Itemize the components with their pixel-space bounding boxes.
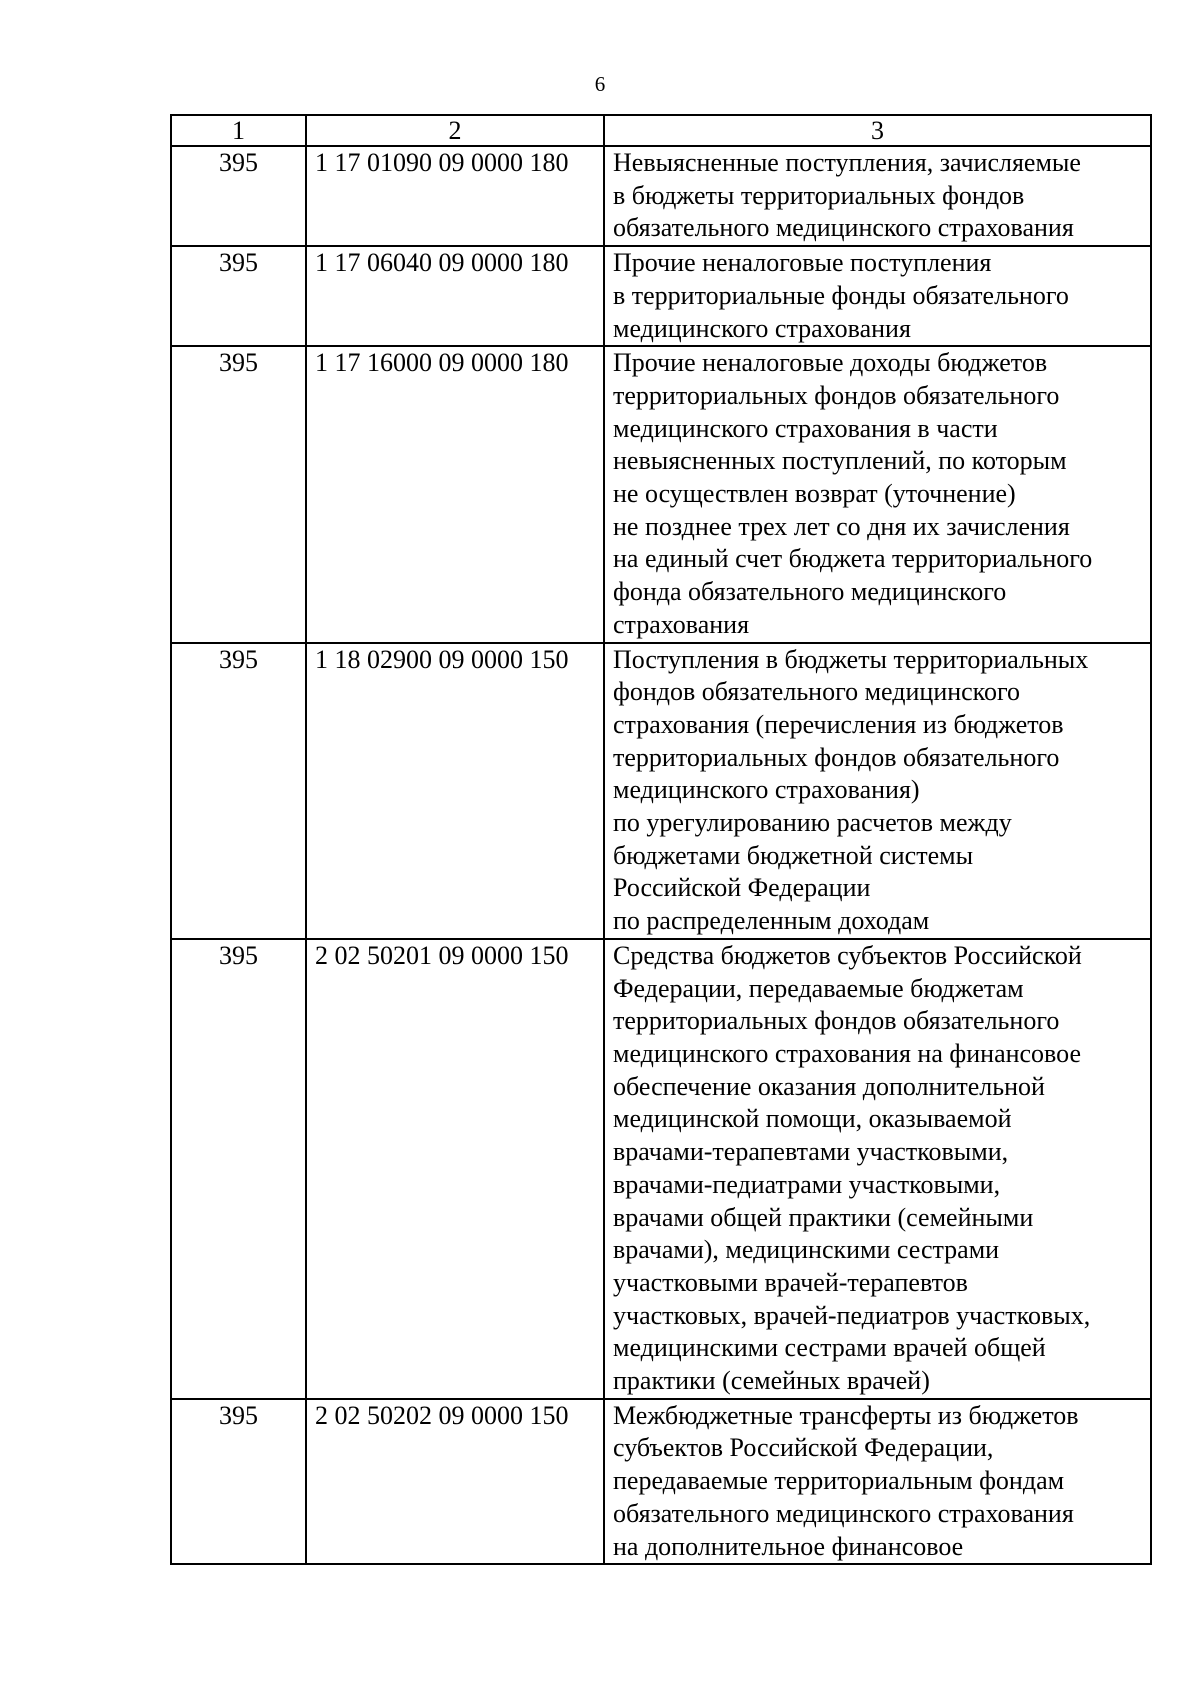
column-header-1: 1 — [171, 115, 306, 146]
income-code-cell: 2 02 50202 09 0000 150 — [306, 1399, 604, 1565]
income-name-cell — [604, 346, 1151, 642]
income-name-line: территориальных фондов обязательного — [613, 1006, 1060, 1036]
income-name-line: обеспечение оказания дополнительной — [613, 1071, 1045, 1101]
income-name-line: не позднее трех лет со дня их зачисления — [613, 511, 1070, 541]
income-name-line: врачами-педиатрами участковыми, — [613, 1169, 1001, 1199]
admin-code-cell: 395 — [171, 346, 306, 642]
income-name-line: участковыми врачей-терапевтов — [613, 1267, 968, 1297]
income-code-cell: 2 02 50201 09 0000 150 — [306, 939, 604, 1399]
admin-code-cell: 395 — [171, 1399, 306, 1565]
income-name-line: бюджетами бюджетной системы — [613, 840, 974, 870]
table-row — [171, 346, 1151, 642]
table-row — [171, 1399, 1151, 1565]
table-header-row — [171, 115, 1151, 146]
income-name-line: Прочие неналоговые поступления — [613, 248, 992, 278]
income-name-line: Федерации, передаваемые бюджетам — [613, 973, 1024, 1003]
table-row — [171, 939, 1151, 1399]
income-name-line: по распределенным доходам — [613, 906, 930, 936]
income-name-line: Российской Федерации — [613, 873, 871, 903]
budget-codes-table — [170, 114, 1152, 1565]
income-name-cell — [604, 939, 1151, 1399]
income-name-line: на единый счет бюджета территориального — [613, 544, 1093, 574]
income-name-line: обязательного медицинского страхования — [613, 213, 1074, 243]
income-name-line: практики (семейных врачей) — [613, 1366, 930, 1396]
income-name-line: страхования — [613, 609, 750, 639]
column-header-3: 3 — [604, 115, 1151, 146]
income-name-line: Межбюджетные трансферты из бюджетов — [613, 1400, 1079, 1430]
income-name-line: врачами-терапевтами участковыми, — [613, 1137, 1009, 1167]
income-name-line: территориальных фондов обязательного — [613, 742, 1060, 772]
income-name-cell — [604, 1399, 1151, 1565]
income-name-line: Средства бюджетов субъектов Российской — [613, 940, 1082, 970]
income-name-line: на дополнительное финансовое — [613, 1531, 964, 1561]
income-name-line: медицинского страхования — [613, 313, 911, 343]
income-code-cell: 1 17 06040 09 0000 180 — [306, 246, 604, 346]
income-name-line: врачами общей практики (семейными — [613, 1202, 1034, 1232]
income-name-line: медицинской помощи, оказываемой — [613, 1104, 1012, 1134]
income-name-line: участковых, врачей-педиатров участковых, — [613, 1300, 1091, 1330]
income-name-line: в бюджеты территориальных фондов — [613, 180, 1025, 210]
income-name-line: фондов обязательного медицинского — [613, 677, 1021, 707]
admin-code-cell: 395 — [171, 246, 306, 346]
income-name-line: врачами), медицинскими сестрами — [613, 1235, 1000, 1265]
income-name-line: Невыясненные поступления, зачисляемые — [613, 148, 1081, 177]
table-row — [171, 146, 1151, 246]
income-name-line: в территориальные фонды обязательного — [613, 280, 1069, 310]
income-name-line: по урегулированию расчетов между — [613, 808, 1012, 838]
income-name-cell — [604, 146, 1151, 246]
admin-code-cell: 395 — [171, 146, 306, 246]
income-name-line: медицинскими сестрами врачей общей — [613, 1333, 1046, 1363]
income-name-line: медицинского страхования на финансовое — [613, 1038, 1082, 1068]
income-name-line: фонда обязательного медицинского — [613, 577, 1007, 607]
income-name-line: страхования (перечисления из бюджетов — [613, 709, 1064, 739]
income-name-line: невыясненных поступлений, по которым — [613, 446, 1067, 476]
income-name-line: передаваемые территориальным фондам — [613, 1466, 1065, 1496]
admin-code-cell: 395 — [171, 939, 306, 1399]
income-code-cell: 1 17 01090 09 0000 180 — [306, 146, 604, 246]
admin-code-cell: 395 — [171, 643, 306, 939]
table-row — [171, 643, 1151, 939]
income-name-line: обязательного медицинского страхования — [613, 1498, 1074, 1528]
income-name-line: Поступления в бюджеты территориальных — [613, 644, 1089, 674]
page-number: 6 — [594, 72, 606, 96]
income-code-cell: 1 17 16000 09 0000 180 — [306, 346, 604, 642]
income-name-cell — [604, 643, 1151, 939]
income-name-cell — [604, 246, 1151, 346]
income-name-line: территориальных фондов обязательного — [613, 380, 1060, 410]
income-name-line: субъектов Российской Федерации, — [613, 1433, 994, 1463]
income-name-line: Прочие неналоговые доходы бюджетов — [613, 348, 1048, 378]
income-name-line: не осуществлен возврат (уточнение) — [613, 479, 1016, 509]
column-header-2: 2 — [306, 115, 604, 146]
income-name-line: медицинского страхования) — [613, 775, 920, 805]
income-code-cell: 1 18 02900 09 0000 150 — [306, 643, 604, 939]
income-name-line: медицинского страхования в части — [613, 413, 998, 443]
table-row — [171, 246, 1151, 346]
